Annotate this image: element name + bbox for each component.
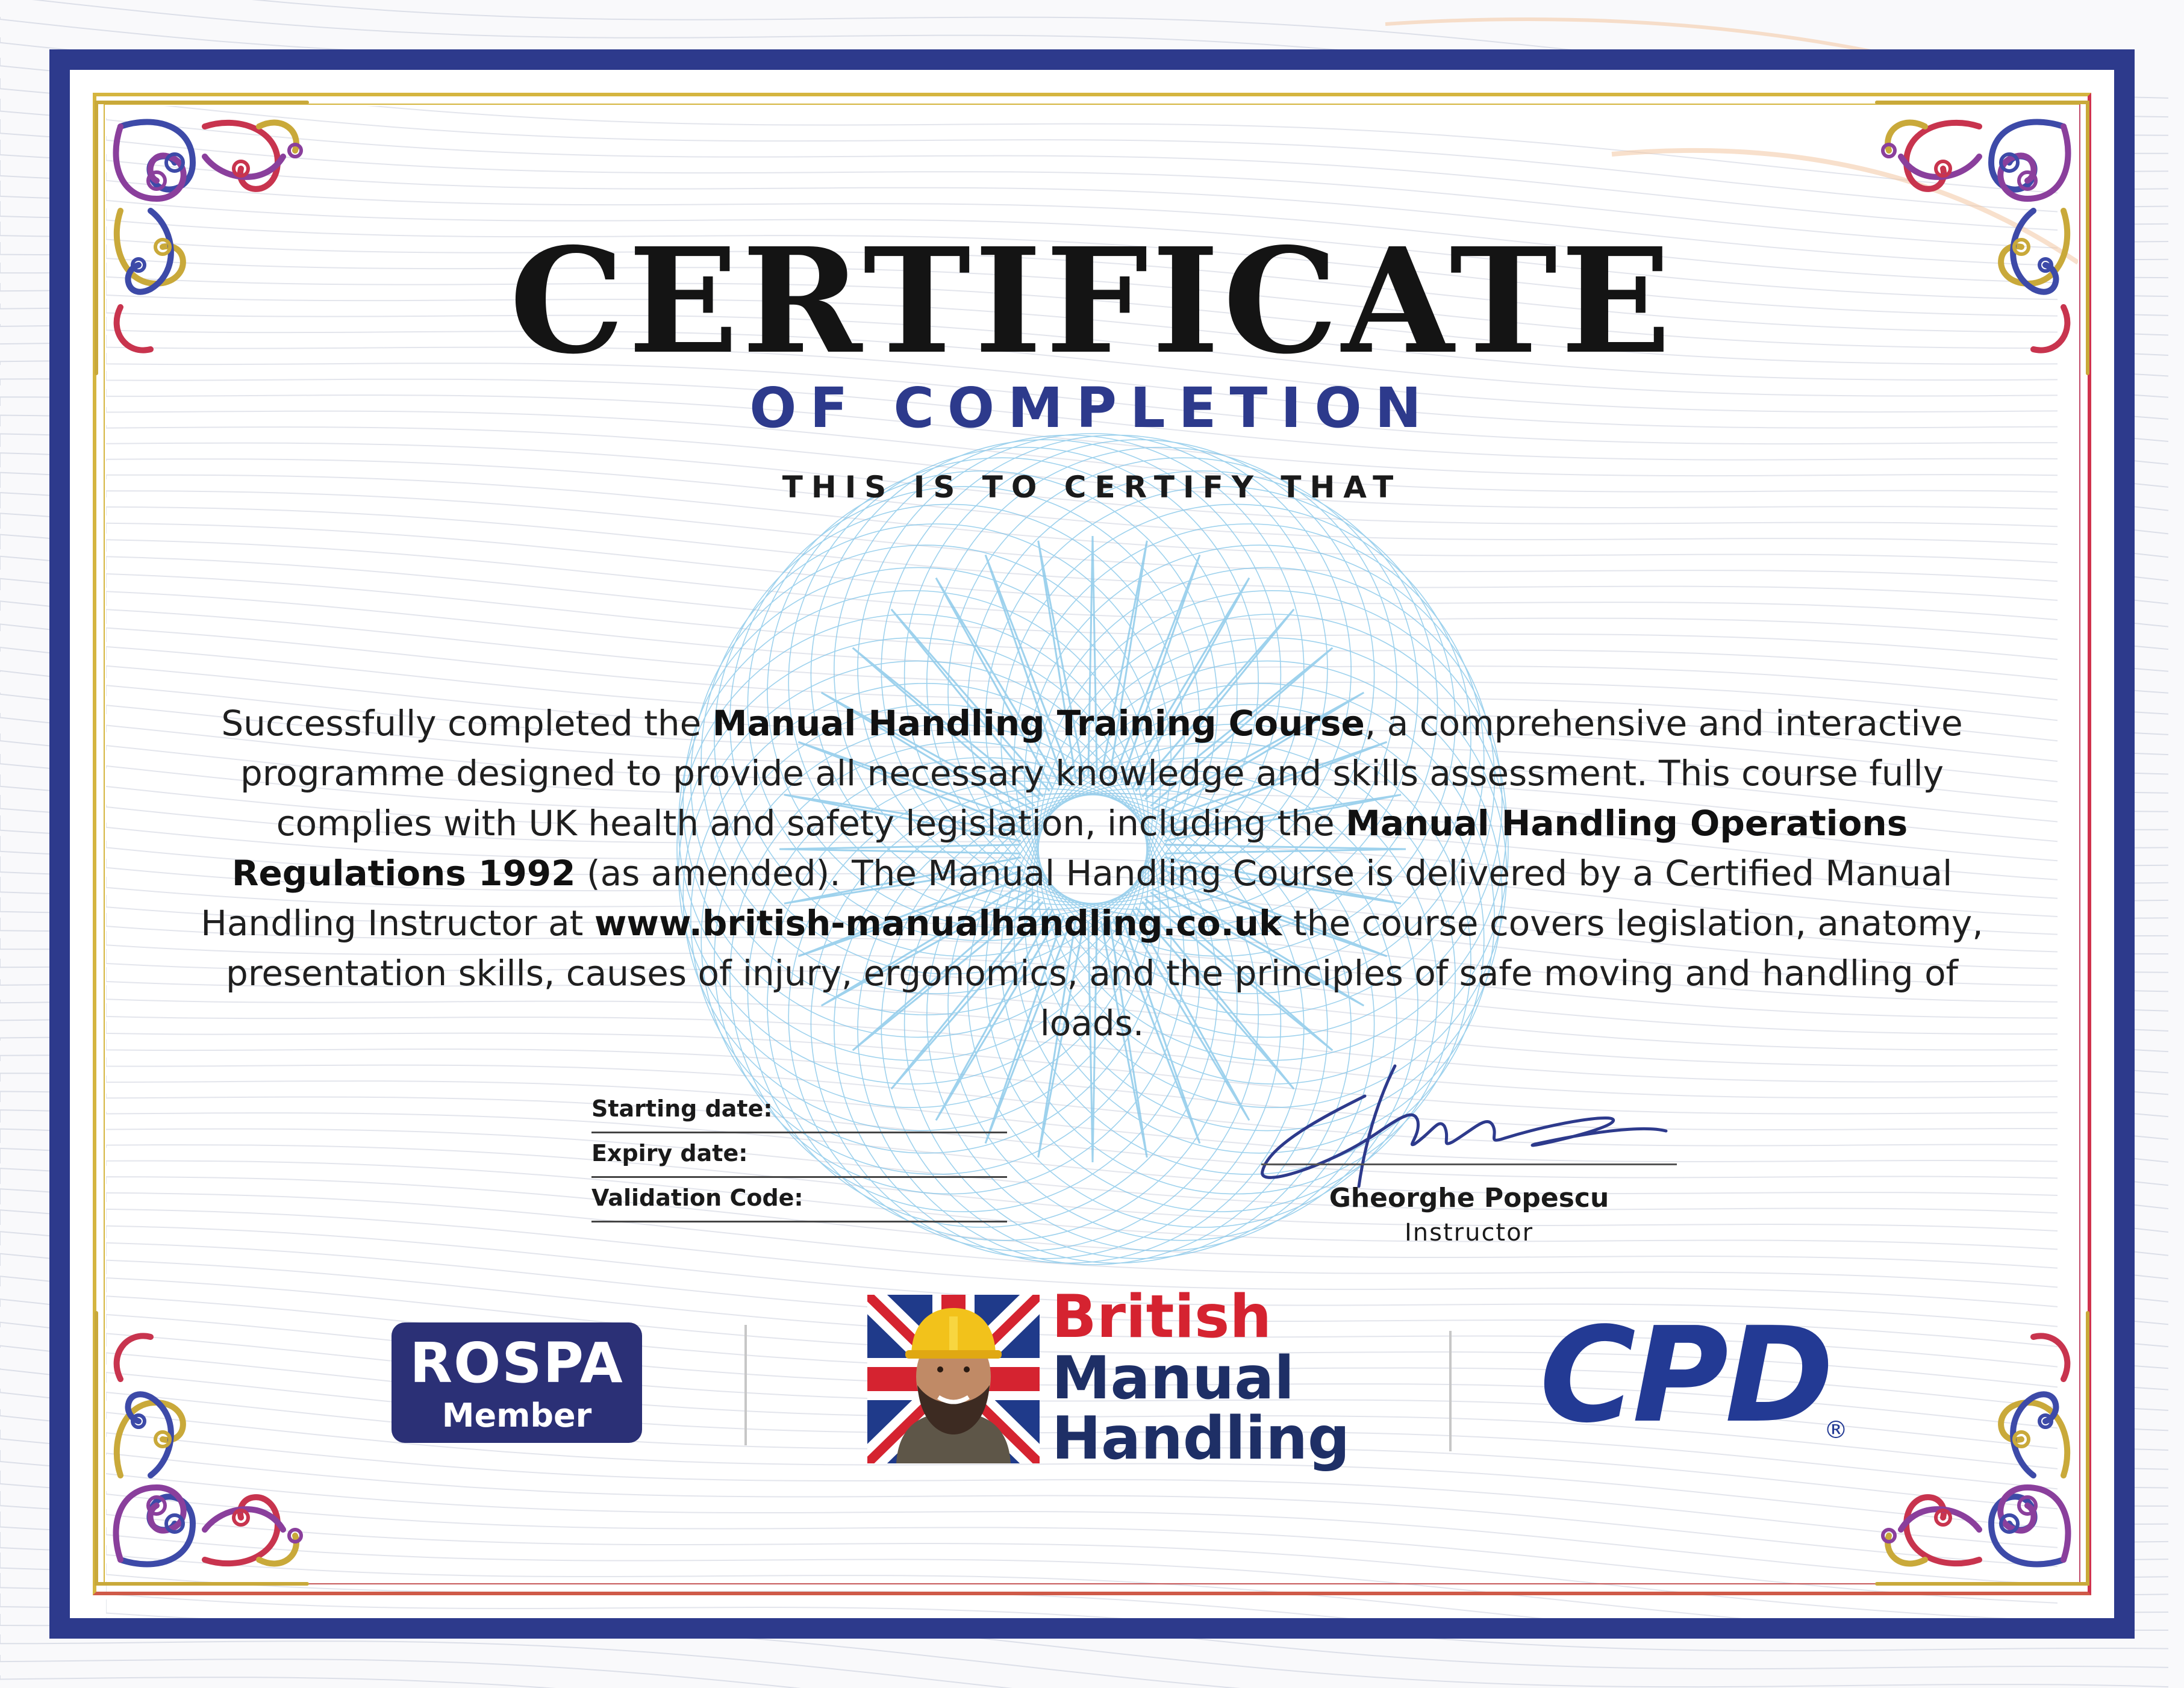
bmh-logo-handling: Handling xyxy=(1052,1404,1350,1473)
corner-ornament-bottom-right-icon xyxy=(1871,1307,2100,1596)
union-flag-worker-icon xyxy=(867,1295,1040,1463)
starting-date-field xyxy=(591,1089,1007,1133)
corner-ornament-bottom-left-icon xyxy=(84,1307,313,1596)
validation-code-field xyxy=(591,1178,1007,1222)
signature-icon xyxy=(1256,1054,1678,1192)
certify-line: THIS IS TO CERTIFY THAT xyxy=(782,470,1402,505)
logo-divider-right xyxy=(1449,1331,1452,1451)
website-link[interactable]: www.british-manualhandling.co.uk xyxy=(594,903,1282,944)
regulations-name: Manual Handling Operations Regulations 1992 xyxy=(231,803,1908,894)
instructor-role: Instructor xyxy=(1404,1219,1534,1247)
expiry-date-label: Expiry date: xyxy=(591,1140,748,1166)
rospa-member-text: Member xyxy=(441,1397,592,1434)
course-name: Manual Handling Training Course xyxy=(712,703,1365,744)
cpd-logo: CPD xyxy=(1540,1300,1830,1452)
body-text-2: , a comprehensive and interactive programme designed to provide all necessary knowledge and skills assessment. This course fully complies with UK health and safety legislation, including the xyxy=(240,703,1963,844)
certificate-title: CERTIFICATE xyxy=(509,216,1675,386)
certificate-body xyxy=(187,699,1997,1048)
logo-divider-left xyxy=(744,1325,747,1445)
bmh-logo-british: British xyxy=(1052,1283,1272,1351)
body-text-4: the course covers legislation, anatomy, presentation skills, causes of injury, ergonomics, and the principles of safe moving and handling of loads. xyxy=(226,903,1983,1044)
signature-line xyxy=(1261,1163,1677,1165)
validation-code-label: Validation Code: xyxy=(591,1185,803,1211)
certificate-subtitle: OF COMPLETION xyxy=(749,376,1435,440)
body-text-1: Successfully completed the xyxy=(221,703,713,744)
date-fields xyxy=(591,1089,1007,1222)
cpd-registered-mark: ® xyxy=(1824,1416,1848,1444)
starting-date-label: Starting date: xyxy=(591,1095,773,1122)
body-text-3: (as amended). The Manual Handling Course is delivered by a Certified Manual Handling Instructor at xyxy=(201,853,1953,944)
expiry-date-field xyxy=(591,1133,1007,1178)
rospa-logo-text: ROSPA xyxy=(410,1331,624,1395)
bmh-logo-manual: Manual xyxy=(1052,1344,1294,1413)
rospa-member-logo xyxy=(392,1322,642,1443)
instructor-name: Gheorghe Popescu xyxy=(1329,1183,1609,1213)
